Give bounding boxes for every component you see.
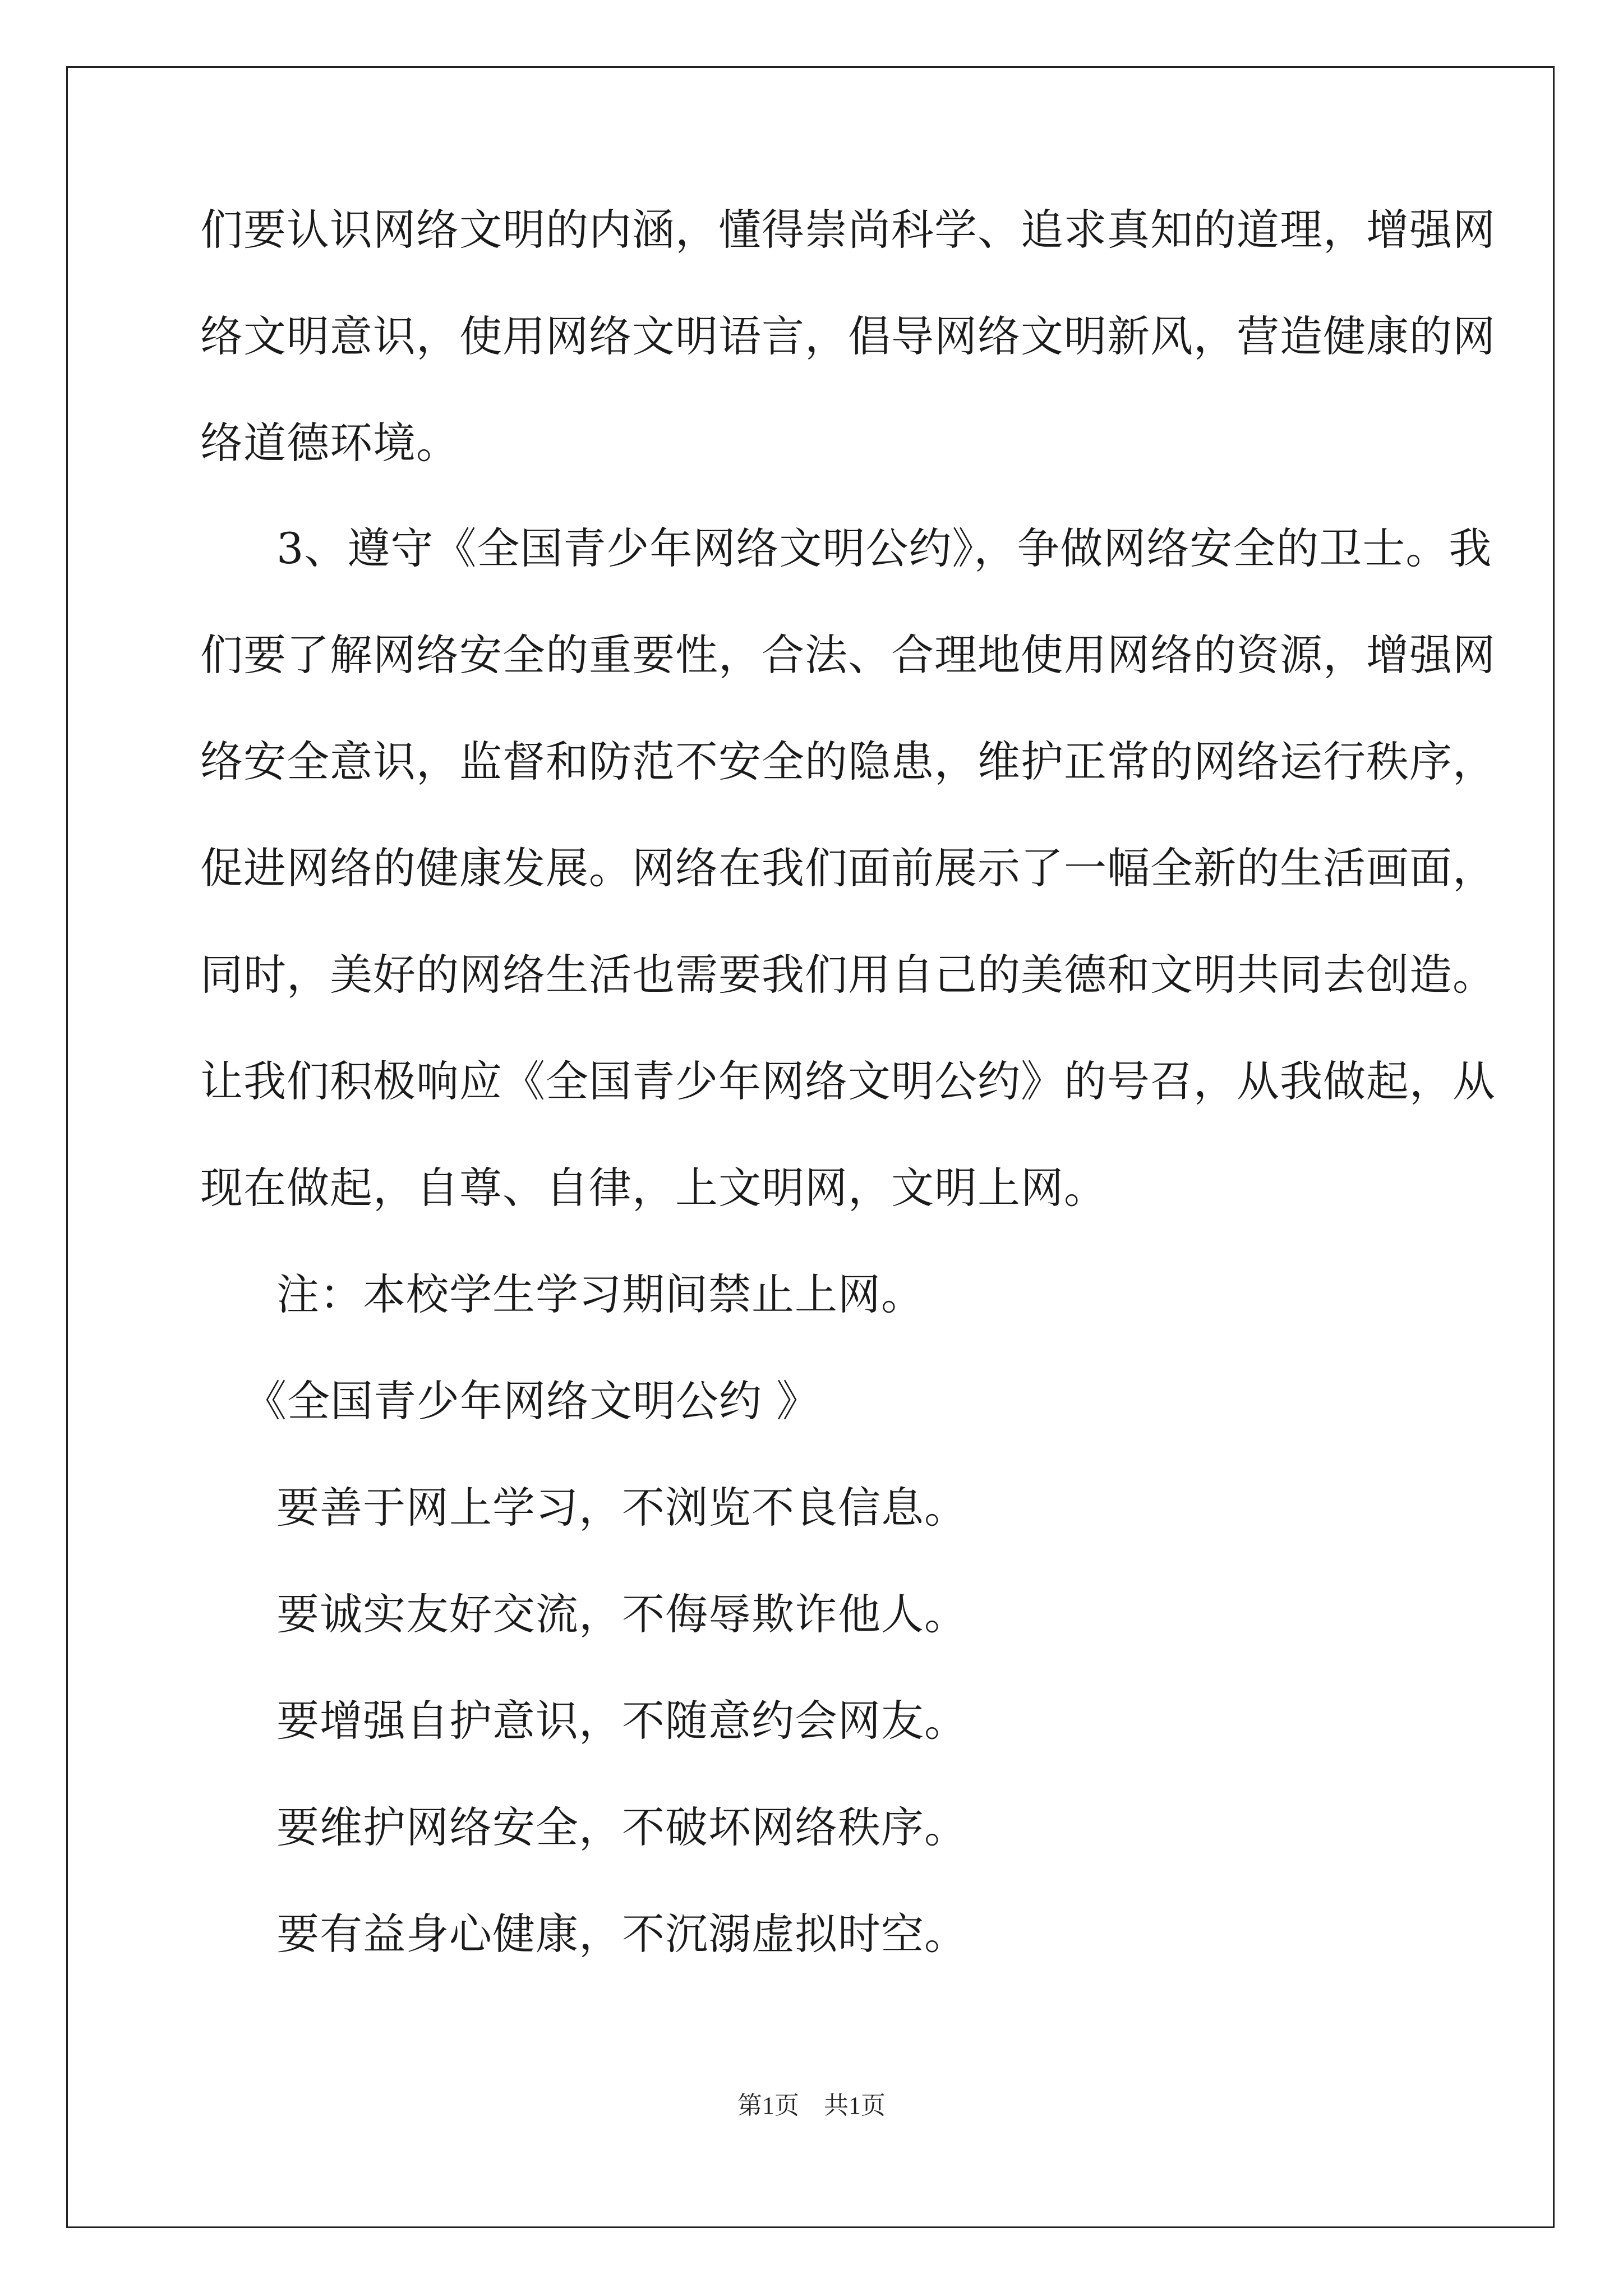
- pact-item: 要维护网络安全，不破坏网络秩序。: [276, 1802, 967, 1852]
- text-line: 们要认识网络文明的内涵，懂得崇尚科学、追求真知的道理，增强网: [200, 205, 1496, 255]
- text-line: 络道德环境。: [200, 418, 459, 468]
- text-line: 现在做起，自尊、自律，上文明网，文明上网。: [200, 1163, 1107, 1213]
- text-line: 让我们积极响应《全国青少年网络文明公约》的号召，从我做起，从: [200, 1056, 1496, 1106]
- page-border: [66, 66, 1555, 2228]
- paragraph-first-line: 3、遵守《全国青少年网络文明公约》，争做网络安全的卫士。我: [276, 523, 1492, 573]
- text-line: 促进网络的健康发展。网络在我们面前展示了一幅全新的生活画面，: [200, 843, 1496, 893]
- page-total: 共1页: [824, 2092, 886, 2119]
- text-line: 们要了解网络安全的重要性，合法、合理地使用网络的资源，增强网: [200, 630, 1496, 680]
- pact-item: 要善于网上学习，不浏览不良信息。: [276, 1483, 967, 1533]
- page-current: 第1页: [737, 2092, 799, 2119]
- text-line: 络文明意识，使用网络文明语言，倡导网络文明新风，营造健康的网: [200, 311, 1496, 361]
- pact-title: 《全国青少年网络文明公约 》: [244, 1376, 820, 1426]
- pact-item: 要有益身心健康，不沉溺虚拟时空。: [276, 1909, 967, 1959]
- page-footer: [0, 2090, 1623, 2122]
- pact-item: 要诚实友好交流，不侮辱欺诈他人。: [276, 1589, 967, 1639]
- pact-item: 要增强自护意识，不随意约会网友。: [276, 1696, 967, 1746]
- text-line: 络安全意识，监督和防范不安全的隐患，维护正常的网络运行秩序，: [200, 737, 1496, 786]
- note-line: 注：本校学生学习期间禁止上网。: [276, 1269, 924, 1319]
- text-line: 同时，美好的网络生活也需要我们用自己的美德和文明共同去创造。: [200, 950, 1496, 1000]
